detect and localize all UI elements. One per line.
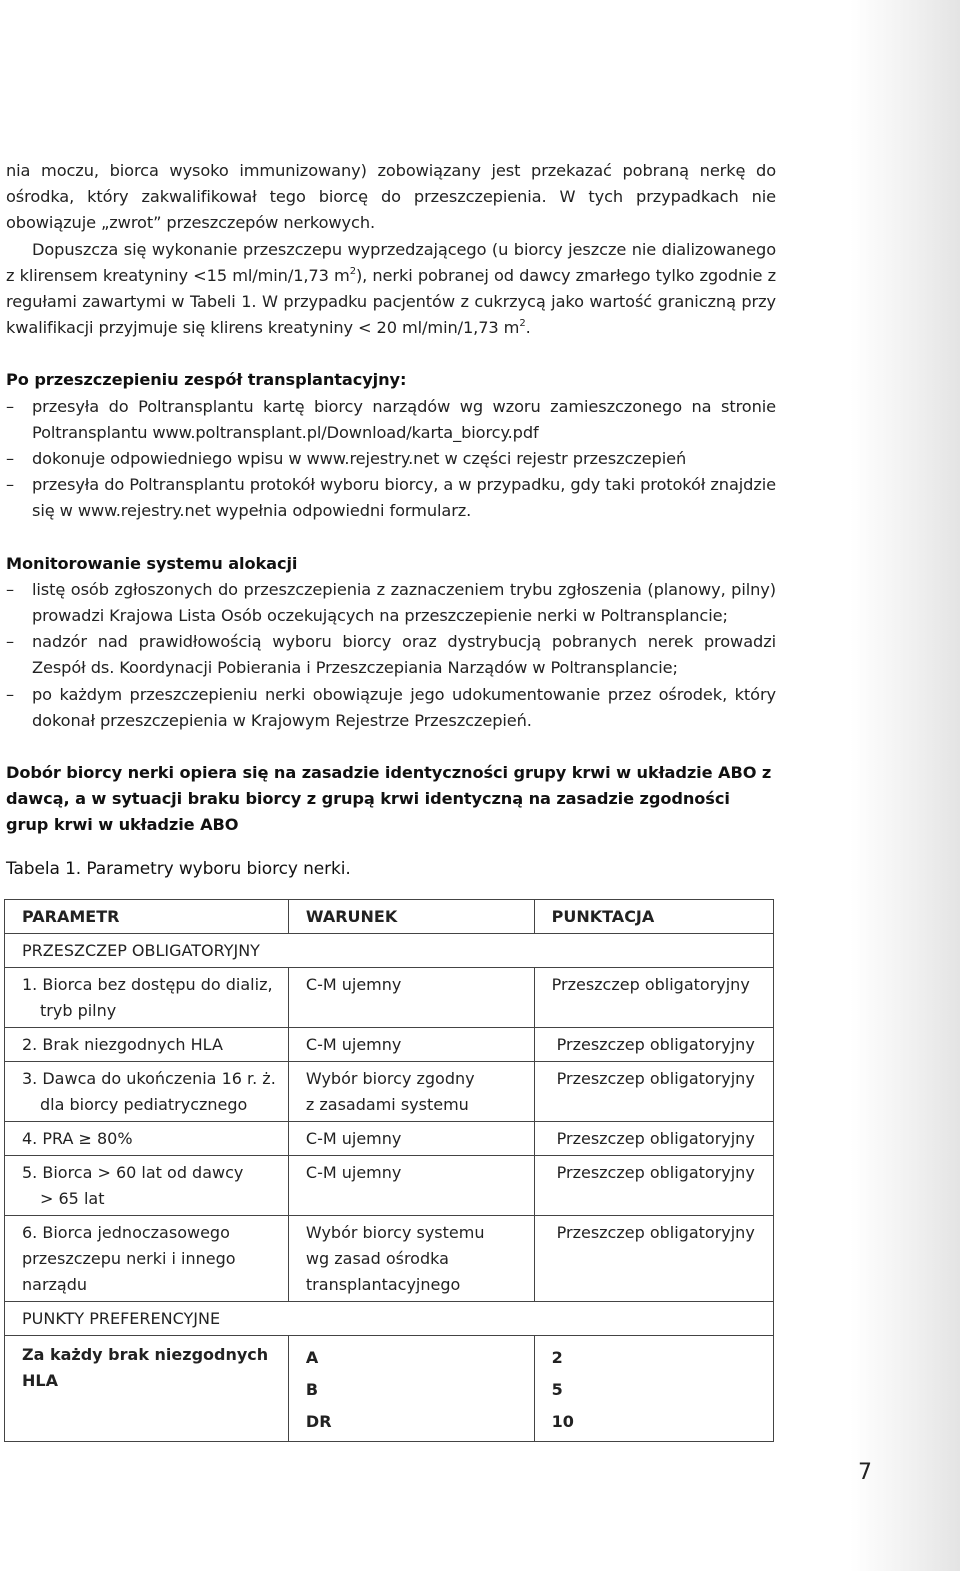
param-text: 3. Dawca do ukończenia 16 r. ż. [22,1069,276,1088]
list-item: – po każdym przeszczepieniu nerki obowiązuje jego udokumentowanie przez ośrodek, który dokonał przeszczepienia w Krajowym Rejestrze Przeszczepień. [6,682,776,734]
param-cell [5,1216,289,1302]
list-item: – nadzór nad prawidłowością wyboru biorcy oraz dystrybucją pobranych nerek prowadzi Zespół ds. Koordynacji Pobierania i Przeszczepiania Narządów w Poltransplancie; [6,629,776,681]
hla-label-cell: Za każdy brak niezgodnych HLA [5,1336,289,1442]
score-cell: Przeszczep obligatoryjny [534,1062,773,1122]
intro-paragraph-2-part-b: ), nerki pobranej od dawcy zmarłego tylko zgodnie z regułami zawartymi w Tabeli 1. W przypadku pacjentów z cukrzycą jako wartość graniczną przy kwalifikacji przyjmuje się klirens kreatyniny < 20 ml/min/1,73 m [6,265,776,338]
table-row [5,1062,774,1122]
table-row [5,1156,774,1216]
hla-points-cell [534,1336,773,1442]
condition-cell: C-M ujemny [288,968,534,1028]
document-body [6,158,776,882]
table-row [5,1122,774,1156]
condition-cell: C-M ujemny [288,1122,534,1156]
table-header-row [5,900,774,934]
table-section-row [5,934,774,968]
monitoring-heading: Monitorowanie systemu alokacji [6,553,298,573]
param-cell: 2. Brak niezgodnych HLA [5,1028,289,1062]
param-cell [5,968,289,1028]
recipient-selection-table [4,899,774,1442]
hla-locus: B [305,1380,319,1399]
list-item: – przesyła do Poltransplantu protokół wyboru biorcy, a w przypadku, gdy taki protokół znajdzie się w www.rejestry.net wypełnia odpowiedni formularz. [6,472,776,524]
intro-paragraph-2 [6,237,776,342]
superscript: 2 [519,318,526,330]
param-cell [5,1062,289,1122]
hla-locus: DR [305,1412,332,1431]
table-caption: Tabela 1. Parametry wyboru biorcy nerki. [6,858,351,879]
hla-points: 10 [551,1412,574,1431]
condition-cell: C-M ujemny [288,1028,534,1062]
section-obligatory: PRZESZCZEP OBLIGATORYJNY [5,934,774,968]
param-text: 6. Biorca jednoczasowego [22,1223,230,1242]
score-cell: Przeszczep obligatoryjny [534,1216,773,1302]
superscript: 2 [349,265,356,277]
param-text: tryb pilny [40,1001,117,1020]
condition-cell [288,1216,534,1302]
after-transplant-list [6,394,776,525]
param-cell [5,1156,289,1216]
score-cell: Przeszczep obligatoryjny [534,1028,773,1062]
condition-text: Wybór biorcy zgodny [305,1069,475,1088]
intro-paragraph-1: nia moczu, biorca wysoko immunizowany) zobowiązany jest przekazać pobraną nerkę do ośrodka, który zakwalifikował tego biorcę do przeszczepienia. W tych przypadkach nie obowiązuje „zwrot” przeszczepów nerkowych. [6,161,776,233]
after-transplant-heading: Po przeszczepieniu zespół transplantacyjny: [6,370,407,390]
column-header-parametr: PARAMETR [5,900,289,934]
condition-text: wg zasad ośrodka [305,1249,449,1268]
param-text: 5. Biorca > 60 lat od dawcy [22,1163,244,1182]
condition-cell [288,1062,534,1122]
list-item: – przesyła do Poltransplantu kartę biorcy narządów wg wzoru zamieszczonego na stronie Poltransplantu www.poltransplant.pl/Download/karta_biorcy.pdf [6,394,776,446]
intro-paragraph-2-part-c: . [525,318,531,338]
condition-text: transplantacyjnego [305,1275,461,1294]
param-text: dla biorcy pediatrycznego [40,1095,248,1114]
condition-text: z zasadami systemu [305,1095,469,1114]
score-cell: Przeszczep obligatoryjny [534,1122,773,1156]
page-edge-shading [850,0,960,1571]
table-section-row [5,1302,774,1336]
hla-locus: A [305,1348,319,1367]
intro-paragraph-2-part-a: Dopuszcza się wykonanie przeszczepu wyprzedzającego (u biorcy jeszcze nie dializowanego z klirensem kreatyniny <15 ml/min/1,73 m [6,239,776,285]
hla-points: 5 [551,1380,563,1399]
list-item: – dokonuje odpowiedniego wpisu w www.rejestry.net w części rejestr przeszczepień [6,446,776,472]
abo-note: Dobór biorcy nerki opiera się na zasadzie identyczności grupy krwi w układzie ABO z dawcą, a w sytuacji braku biorcy z grupą krwi identyczną na zasadzie zgodności grup krwi w układzie ABO [6,763,772,835]
score-cell: Przeszczep obligatoryjny [534,968,773,1028]
param-cell: 4. PRA ≥ 80% [5,1122,289,1156]
condition-text: Wybór biorcy systemu [305,1223,485,1242]
table-row [5,968,774,1028]
table-row [5,1028,774,1062]
param-text: > 65 lat [40,1189,105,1208]
param-text: 1. Biorca bez dostępu do dializ, [22,975,273,994]
param-text: przeszczepu nerki i innego [22,1249,236,1268]
param-text: narządu [22,1275,88,1294]
table-row [5,1216,774,1302]
table-row [5,1336,774,1442]
condition-cell: C-M ujemny [288,1156,534,1216]
monitoring-list [6,577,776,734]
section-preference: PUNKTY PREFERENCYJNE [5,1302,774,1336]
column-header-warunek: WARUNEK [288,900,534,934]
hla-points: 2 [551,1348,563,1367]
column-header-punktacja: PUNKTACJA [534,900,773,934]
hla-loci-cell [288,1336,534,1442]
score-cell: Przeszczep obligatoryjny [534,1156,773,1216]
page-number: 7 [858,1460,872,1485]
list-item: – listę osób zgłoszonych do przeszczepienia z zaznaczeniem trybu zgłoszenia (planowy, pilny) prowadzi Krajowa Lista Osób oczekujących na przeszczepienie nerki w Poltransplancie; [6,577,776,629]
